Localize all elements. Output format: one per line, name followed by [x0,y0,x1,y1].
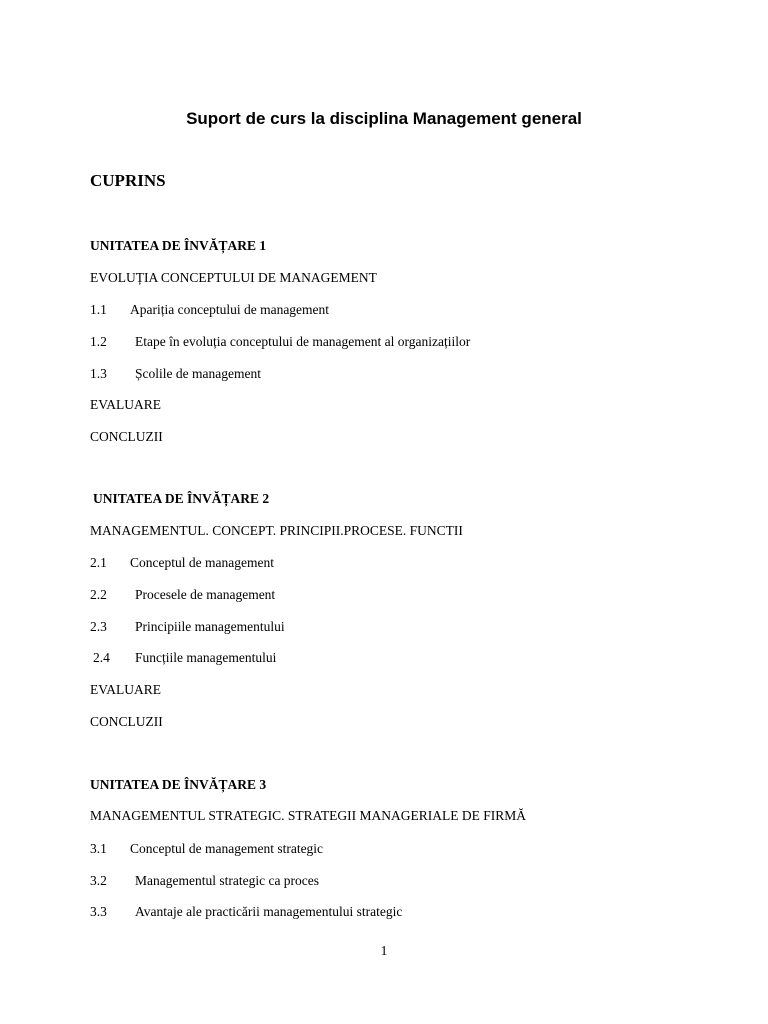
unit-3-item-1 [90,840,323,858]
item-text: Managementul strategic ca proces [135,873,320,888]
unit-2-conclusions: CONCLUZII [90,714,163,729]
unit-2-evaluation: EVALUARE [90,682,162,697]
unit-2-item-4 [93,649,276,667]
item-text: Avantaje ale practicării managementului strategic [135,904,403,919]
item-number: 2.3 [90,619,107,634]
unit-2-item-2 [90,586,275,604]
unit-1-item-2 [90,333,470,351]
item-number: 1.1 [90,302,107,317]
unit-3-item-3 [90,903,402,921]
contents-heading: CUPRINS [90,171,166,190]
unit-3-item-2 [90,872,319,890]
item-number: 1.3 [90,366,107,381]
unit-1-item-1 [90,301,329,319]
unit-1-conclusions: CONCLUZII [90,429,163,444]
item-number: 2.4 [93,650,110,665]
item-text: Etape în evoluția conceptului de management al organizațiilor [135,334,471,349]
unit-3-subtitle: MANAGEMENTUL STRATEGIC. STRATEGII MANAGERIALE DE FIRMĂ [90,808,526,823]
item-text: Principiile managementului [135,619,285,634]
item-text: Procesele de management [135,587,276,602]
unit-1-evaluation: EVALUARE [90,397,162,412]
item-number: 2.1 [90,555,107,570]
item-text: Școlile de management [135,366,261,381]
unit-2-heading: UNITATEA DE ÎNVĂȚARE 2 [93,491,270,506]
item-text: Apariția conceptului de management [130,302,330,317]
document-title: Suport de curs la disciplina Management general [186,109,582,128]
item-text: Funcțiile managementului [135,650,277,665]
unit-1-heading: UNITATEA DE ÎNVĂȚARE 1 [90,238,267,253]
item-text: Conceptul de management [130,555,274,570]
unit-3-heading: UNITATEA DE ÎNVĂȚARE 3 [90,777,267,792]
unit-1-item-3 [90,365,261,383]
unit-1-subtitle: EVOLUȚIA CONCEPTULUI DE MANAGEMENT [90,270,377,285]
item-number: 2.2 [90,587,107,602]
item-number: 3.1 [90,841,107,856]
item-number: 3.2 [90,873,107,888]
unit-2-item-3 [90,618,285,636]
page-number: 1 [380,943,388,958]
unit-2-item-1 [90,554,274,572]
item-text: Conceptul de management strategic [130,841,324,856]
unit-2-subtitle: MANAGEMENTUL. CONCEPT. PRINCIPII.PROCESE. FUNCTII [90,523,463,538]
item-number: 1.2 [90,334,107,349]
item-number: 3.3 [90,904,107,919]
